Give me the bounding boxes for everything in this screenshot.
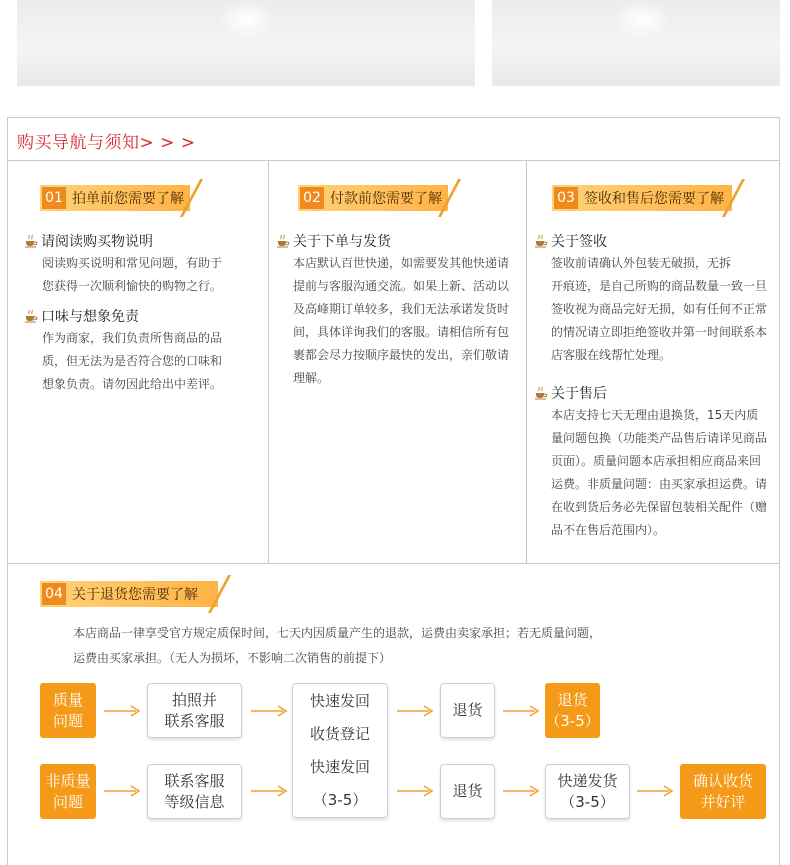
flow-return-register [292,683,388,818]
heading-text: 关于签收 [551,234,607,250]
arrow-right-icon [636,784,674,798]
tab-03 [552,185,724,211]
text-line: 想象负责。请勿因此给出中差评。 [42,377,223,391]
divider-col1 [268,160,269,563]
panel-title: 购买导航与须知> > > [17,133,196,153]
flow-text: 退货 [557,690,588,709]
flow-text: 确认收货 [692,771,753,790]
paragraph [551,252,767,367]
tab-label: 关于退货您需要了解 [72,587,198,603]
coffee-cup-icon [24,309,38,323]
flow-text: 联系客服 [164,711,225,730]
flow-text: 拍照并 [171,690,217,709]
section-heading [24,231,153,251]
flow-text: 质量 [52,690,83,709]
text-line: 品不在售后范围内）。 [551,523,666,537]
flow-text: 收货登记 [309,724,370,743]
text-line: 的情况请立即拒绝签收并第一时间联系本 [551,325,768,339]
section-heading [534,231,607,251]
divider-sec4 [7,563,780,564]
tab-04 [40,581,198,607]
divider-title [7,160,780,161]
flow-non-quality-issue [40,764,96,819]
heading-text: 关于售后 [551,386,607,402]
text-line: 理解。 [293,371,330,385]
tab-number: 04 [42,583,66,605]
tab-number: 02 [300,187,324,209]
arrow-right-icon [502,784,540,798]
coffee-cup-icon [534,386,548,400]
paragraph [551,404,767,542]
product-photo-left [17,0,475,86]
heading-text: 请阅读购买物说明 [41,234,153,250]
flow-return-1 [440,683,495,738]
text-line: 及高峰期订单较多，我们无法承诺发货时 [293,302,510,316]
text-line: 量问题包换（功能类产品售后请详见商品 [551,431,768,445]
flow-photo-contact [147,683,242,738]
arrow-right-icon [250,704,288,718]
tab-label: 付款前您需要了解 [330,191,442,207]
flow-text: （3-5） [560,792,615,811]
section-heading [534,383,607,403]
tab-02 [298,185,442,211]
text-line: 本店商品一律享受官方规定质保时间，七天内因质量产生的退款，运费由卖家承担；若无质量问题， [73,626,602,640]
text-line: 本店支持七天无理由退换货，15天内质 [551,408,759,422]
text-line: 运费。非质量问题：由买家承担运费。请 [551,477,768,491]
flow-text: 快速发回 [309,757,370,776]
flow-text: 快速发回 [309,691,370,710]
flow-contact-register [147,764,242,819]
arrow-right-icon [502,704,540,718]
text-line: 签收前请确认外包装无破损，无拆 [551,256,732,270]
text-line: 页面）。质量问题本店承担相应商品来回 [551,454,762,468]
flow-text: 等级信息 [164,792,225,811]
text-line: 运费由买家承担。（无人为损坏，不影响二次销售的前提下） [73,651,392,665]
paragraph [293,252,509,390]
text-line: 在收到货后务必先保留包装相关配件（赠 [551,500,768,514]
tab-label: 签收和售后您需要了解 [584,191,724,207]
arrow-right-icon [103,784,141,798]
arrow-right-icon [396,704,434,718]
text-line: 您获得一次顺利愉快的购物之行。 [42,279,223,293]
arrow-right-icon [250,784,288,798]
tab-01 [40,185,184,211]
paragraph [42,252,222,298]
flow-text: 联系客服 [164,771,225,790]
coffee-cup-icon [24,234,38,248]
arrow-right-icon [103,704,141,718]
section-heading [276,231,391,251]
heading-text: 口味与想象免责 [41,309,139,325]
arrow-right-icon [396,784,434,798]
text-line: 质，但无法为是否符合您的口味和 [42,354,223,368]
text-line: 间，具体详询我们的客服。请相信所有包 [293,325,510,339]
heading-text: 关于下单与发货 [293,234,391,250]
flow-return-2 [440,764,495,819]
text-line: 作为商家，我们负责所售商品的品 [42,331,223,345]
flow-express-ship [545,764,630,819]
divider-col2 [526,160,527,563]
flow-text: 问题 [52,711,83,730]
tab-label: 拍单前您需要了解 [72,191,184,207]
text-line: 开痕迹，是自己所购的商品数量一致一旦 [551,279,768,293]
flow-text: 退货 [452,701,483,719]
coffee-cup-icon [276,234,290,248]
tab-number: 01 [42,187,66,209]
text-line: 签收视为商品完好无损，如有任何不正常 [551,302,768,316]
flow-return-end [545,683,600,738]
flow-text: 退货 [452,782,483,800]
flow-text: 非质量 [45,771,91,790]
flow-text: 并好评 [700,792,746,811]
flow-text: （3-5） [545,711,600,730]
coffee-cup-icon [534,234,548,248]
flow-quality-issue [40,683,96,738]
product-photo-right [492,0,780,86]
text-line: 裹都会尽力按顺序最快的发出，亲们敬请 [293,348,510,362]
return-policy-text [73,621,601,671]
text-line: 阅读购买说明和常见问题，有助于 [42,256,223,270]
text-line: 本店默认百世快递，如需要发其他快递请 [293,256,510,270]
flow-text: 问题 [52,792,83,811]
flow-confirm-review [680,764,766,819]
text-line: 店客服在线帮忙处理。 [551,348,672,362]
flow-text: （3-5） [312,790,368,809]
text-line: 提前与客服沟通交流。如果上新、活动以 [293,279,510,293]
tab-number: 03 [554,187,578,209]
paragraph [42,327,222,396]
flow-text: 快递发货 [557,771,618,790]
section-heading [24,306,139,326]
